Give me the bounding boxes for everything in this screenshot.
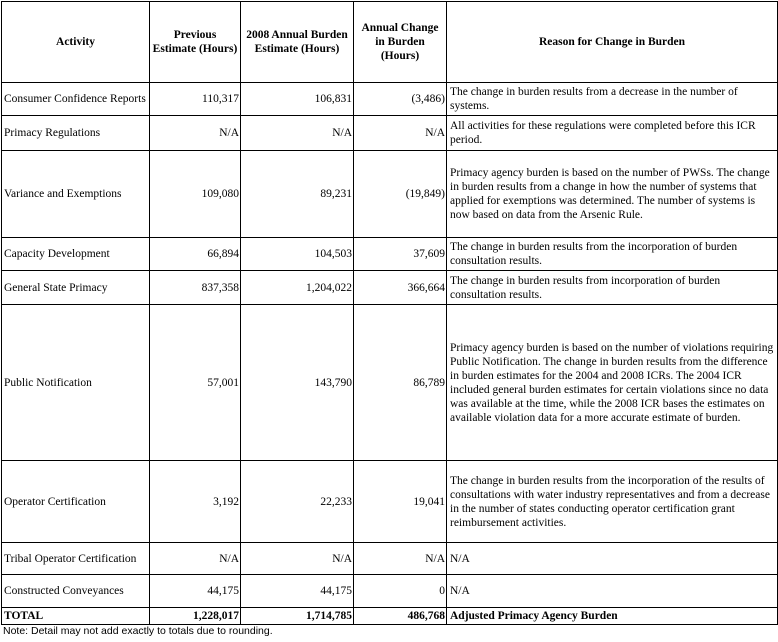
cell-2008-annual: N/A — [241, 116, 354, 151]
total-previous: 1,228,017 — [150, 608, 241, 625]
total-row — [2, 608, 778, 625]
cell-reason: The change in burden results from the incorporation of burden consultation results. — [447, 238, 778, 271]
cell-2008-annual: 22,233 — [241, 461, 354, 543]
cell-reason: The change in burden results from a decrease in the number of systems. — [447, 83, 778, 116]
cell-reason: The change in burden results from incorporation of burden consultation results. — [447, 271, 778, 305]
total-change: 486,768 — [354, 608, 447, 625]
cell-2008-annual: 89,231 — [241, 151, 354, 238]
cell-reason: N/A — [447, 543, 778, 575]
total-2008-annual: 1,714,785 — [241, 608, 354, 625]
header-reason: Reason for Change in Burden — [447, 2, 778, 83]
cell-previous: N/A — [150, 116, 241, 151]
table-row — [2, 305, 778, 461]
cell-previous: N/A — [150, 543, 241, 575]
cell-previous: 57,001 — [150, 305, 241, 461]
cell-activity: Capacity Development — [2, 238, 150, 271]
cell-previous: 837,358 — [150, 271, 241, 305]
cell-activity: Primacy Regulations — [2, 116, 150, 151]
cell-change: 86,789 — [354, 305, 447, 461]
cell-reason: N/A — [447, 575, 778, 608]
table-row — [2, 116, 778, 151]
header-annual-change: Annual Change in Burden (Hours) — [354, 2, 447, 83]
cell-previous: 44,175 — [150, 575, 241, 608]
cell-change: 37,609 — [354, 238, 447, 271]
rounding-note: Note: Detail may not add exactly to totals due to rounding. — [3, 625, 273, 637]
cell-2008-annual: 106,831 — [241, 83, 354, 116]
cell-change: 0 — [354, 575, 447, 608]
table-row — [2, 271, 778, 305]
cell-change: (19,849) — [354, 151, 447, 238]
total-label: TOTAL — [2, 608, 150, 625]
table-row — [2, 543, 778, 575]
table-row — [2, 575, 778, 608]
cell-change: (3,486) — [354, 83, 447, 116]
cell-previous: 66,894 — [150, 238, 241, 271]
header-row — [2, 2, 778, 83]
cell-change: 366,664 — [354, 271, 447, 305]
cell-activity: Consumer Confidence Reports — [2, 83, 150, 116]
cell-activity: Operator Certification — [2, 461, 150, 543]
cell-reason: Primacy agency burden is based on the number of PWSs. The change in burden results from a change in how the number of systems that applied for exemptions was determined. The number of systems is now based on data from the Arsenic Rule. — [447, 151, 778, 238]
table-row — [2, 238, 778, 271]
cell-change: 19,041 — [354, 461, 447, 543]
cell-change: N/A — [354, 116, 447, 151]
burden-table — [1, 1, 778, 625]
cell-activity: Public Notification — [2, 305, 150, 461]
table-row — [2, 461, 778, 543]
cell-activity: General State Primacy — [2, 271, 150, 305]
cell-previous: 109,080 — [150, 151, 241, 238]
cell-previous: 110,317 — [150, 83, 241, 116]
cell-2008-annual: 1,204,022 — [241, 271, 354, 305]
cell-2008-annual: 44,175 — [241, 575, 354, 608]
table-row — [2, 83, 778, 116]
cell-activity: Tribal Operator Certification — [2, 543, 150, 575]
cell-activity: Constructed Conveyances — [2, 575, 150, 608]
cell-previous: 3,192 — [150, 461, 241, 543]
cell-reason: The change in burden results from the incorporation of the results of consultations with water industry representatives and from a decrease in the number of states conducting operator certification grant reimbursement activities. — [447, 461, 778, 543]
header-2008-annual: 2008 Annual Burden Estimate (Hours) — [241, 2, 354, 83]
cell-2008-annual: 143,790 — [241, 305, 354, 461]
cell-reason: All activities for these regulations were completed before this ICR period. — [447, 116, 778, 151]
cell-2008-annual: 104,503 — [241, 238, 354, 271]
table-row — [2, 151, 778, 238]
cell-2008-annual: N/A — [241, 543, 354, 575]
cell-activity: Variance and Exemptions — [2, 151, 150, 238]
cell-change: N/A — [354, 543, 447, 575]
header-previous: Previous Estimate (Hours) — [150, 2, 241, 83]
total-reason: Adjusted Primacy Agency Burden — [447, 608, 778, 625]
header-activity: Activity — [2, 2, 150, 83]
cell-reason: Primacy agency burden is based on the number of violations requiring Public Notification. The change in burden results from the difference in burden estimates for the 2004 and 2008 ICRs. The 2004 ICR included general burden estimates for certain violations since no data was available at the time, while the 2008 ICR bases the estimates on available violation data for a more accurate estimate of burden. — [447, 305, 778, 461]
